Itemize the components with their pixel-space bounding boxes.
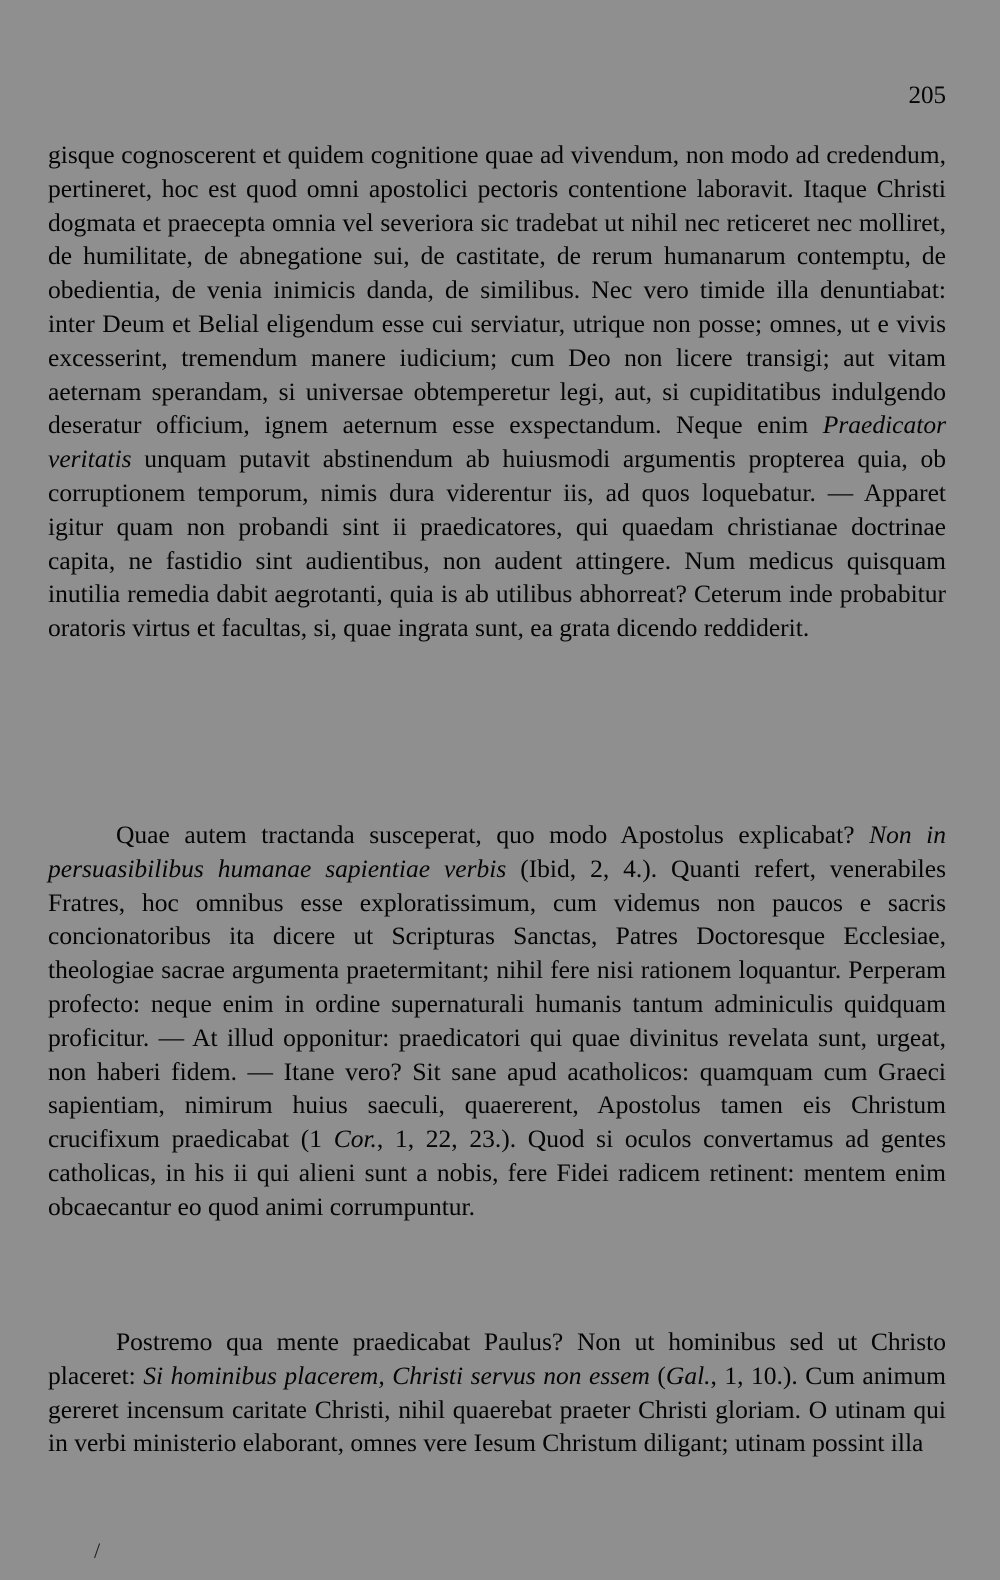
italic-citation: Praedicator veritatis — [48, 410, 946, 474]
page-number: 205 — [908, 82, 946, 109]
italic-citation: Si hominibus placerem, Christi servus non essem — [143, 1360, 650, 1390]
body-paragraph-3 — [48, 1325, 946, 1460]
paragraph-text: Quae autem tractanda susceperat, quo modo Apostolus explicabat? Non in persuasibilibus humanae sapientiae verbis (Ibid, 2, 4.). Quanti refert, venerabiles Fratres, hoc omnibus esse exploratissimum, cum videmus non paucos e sacris concionatoribus ita dicere ut Scripturas Sanctas, Patres Doctoresque Ecclesiae, theologiae sacrae argumenta praetermitant; nihil fere nisi rationem loquantur. Perperam profecto: neque enim in ordine supernaturali humanis tantum adminiculis quidquam proficitur. — At illud opponitur: praedicatori qui quae divinitus revelata sunt, urgeat, non haberi fidem. — Itane vero? Sit sane apud acatholicos: quamquam cum Graeci sapientiam, nimirum huius saeculi, quaererent, Apostolus tamen eis Christum crucifixum praedicabat (1 Cor., 1, 22, 23.). Quod si oculos convertamus ad gentes catholicas, in his ii qui alieni sunt a nobis, fere Fidei radicem retinent: mentem enim obcaecantur eo quod animi corrumpuntur. — [48, 820, 947, 1221]
italic-citation: Cor. — [333, 1124, 377, 1154]
paragraph-text: Postremo qua mente praedicabat Paulus? Non ut hominibus sed ut Christo placeret: Si hominibus placerem, Christi servus non essem (Gal., 1, 10.). Cum animum gereret incensum caritate Christi, nihil quaerebat praeter Christi gloriam. O utinam qui in verbi ministerio elaborant, omnes vere Iesum Christum diligant; utinam possint illa — [48, 1327, 946, 1458]
italic-citation: Non in persuasibilibus humanae sapientiae verbis — [48, 820, 947, 883]
paragraph-text: gisque cognoscerent et quidem cognitione quae ad vivendum, non modo ad credendum, pertineret, hoc est quod omni apostolici pectoris contentione laboravit. Itaque Christi dogmata et praecepta omnia vel severiora sic tradebat ut nihil nec reticeret nec molliret, de humilitate, de abnegatione sui, de castitate, de rerum humanarum contemptu, de obedientia, de venia inimicis danda, de similibus. Nec vero timide illa denuntiabat: inter Deum et Belial eligendum esse cui serviatur, utrique non posse; omnes, ut e vivis excesserint, tremendum manere iudicium; cum Deo non licere transigi; aut vitam aeternam sperandam, si universae obtemperetur legi, aut, si cupiditatibus indulgendo deseratur officium, ignem aeternum esse exspectandum. Neque enim Praedicator veritatis unquam putavit abstinendum ab huiusmodi argumentis propterea quia, ob corruptionem temporum, nimis dura viderentur iis, ad quos loquebatur. — Apparet igitur quam non probandi sint ii praedicatores, qui quaedam christianae doctrinae capita, ne fastidio sint audientibus, non audent attingere. Num medicus quisquam inutilia remedia dabit aegrotanti, quia is ab utilibus abhorreat? Ceterum inde probabitur oratoris virtus et facultas, si, quae ingrata sunt, ea grata dicendo reddiderit. — [48, 140, 946, 643]
body-paragraph-1 — [48, 138, 946, 645]
italic-citation: Gal. — [665, 1360, 711, 1390]
body-paragraph-2 — [48, 818, 946, 1224]
stray-ink-mark: / — [94, 1538, 101, 1563]
